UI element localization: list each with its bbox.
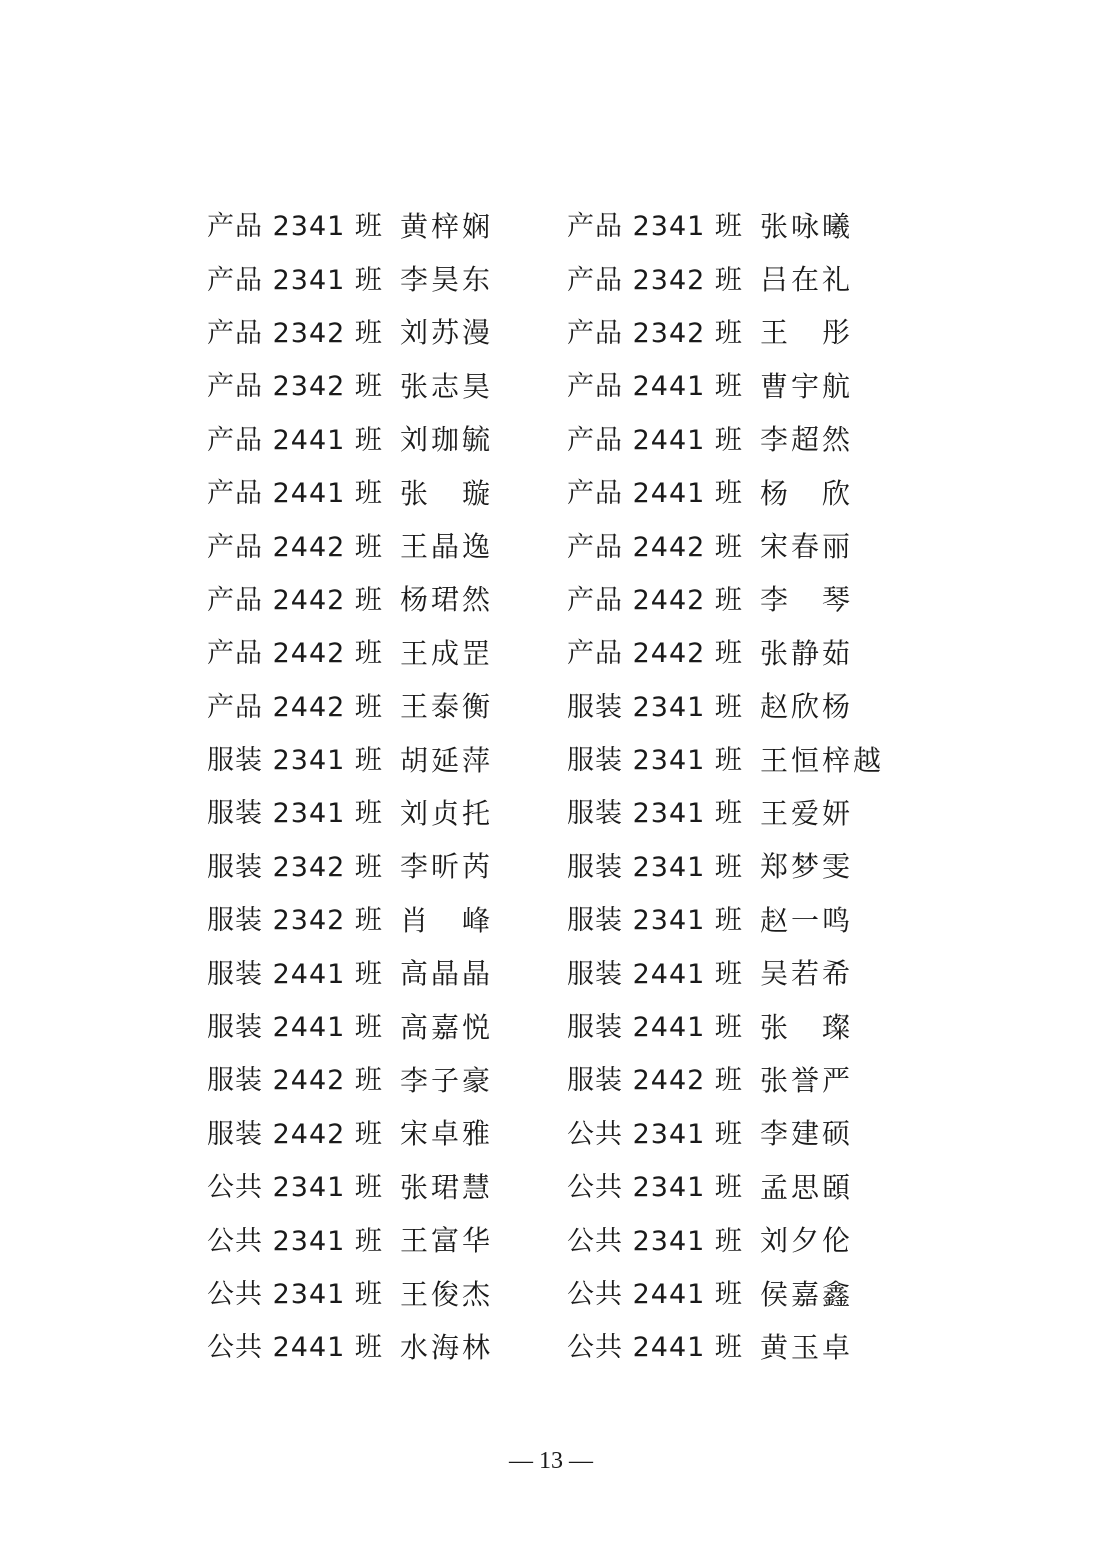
class-label: 服装 2342 班 <box>207 905 383 937</box>
page-number: — 13 — <box>509 1448 593 1474</box>
list-item <box>567 1330 927 1364</box>
list-row <box>207 520 927 573</box>
class-label: 服装 2341 班 <box>207 745 383 777</box>
student-name: 王富华 <box>400 1224 494 1258</box>
student-name: 曹宇航 <box>760 369 854 403</box>
class-label: 产品 2442 班 <box>207 584 383 616</box>
student-name: 王泰衡 <box>400 690 494 724</box>
class-label: 产品 2342 班 <box>207 371 383 403</box>
class-label: 产品 2441 班 <box>567 478 743 510</box>
student-name: 王恒梓越 <box>760 743 885 777</box>
list-item <box>207 1170 567 1204</box>
list-item <box>567 1063 927 1097</box>
student-name: 王爱妍 <box>760 796 854 830</box>
class-label: 产品 2442 班 <box>567 638 743 670</box>
student-name: 李建硕 <box>760 1117 854 1151</box>
list-row <box>207 1321 927 1374</box>
class-label: 产品 2342 班 <box>567 317 743 349</box>
list-row <box>207 467 927 520</box>
list-item <box>567 316 927 350</box>
list-item <box>207 209 567 243</box>
class-label: 公共 2341 班 <box>567 1172 743 1204</box>
list-row <box>207 574 927 627</box>
list-item <box>207 1224 567 1258</box>
list-row <box>207 414 927 467</box>
student-name: 李昕芮 <box>400 850 494 884</box>
student-name: 王 彤 <box>760 316 854 350</box>
class-label: 产品 2341 班 <box>567 211 743 243</box>
list-row <box>207 1214 927 1267</box>
student-name: 肖 峰 <box>400 903 494 937</box>
list-item <box>567 263 927 297</box>
list-item <box>567 209 927 243</box>
class-label: 公共 2341 班 <box>207 1172 383 1204</box>
student-name: 李昊东 <box>400 263 494 297</box>
student-name: 赵欣杨 <box>760 690 854 724</box>
student-name: 张咏曦 <box>760 209 854 243</box>
list-item <box>567 1277 927 1311</box>
class-label: 产品 2442 班 <box>567 531 743 563</box>
list-row <box>207 1108 927 1161</box>
list-row <box>207 734 927 787</box>
student-name: 吴若希 <box>760 957 854 991</box>
list-item <box>207 369 567 403</box>
student-name: 高嘉悦 <box>400 1010 494 1044</box>
list-item <box>207 1277 567 1311</box>
student-name: 黄梓娴 <box>400 209 494 243</box>
list-item <box>567 636 927 670</box>
class-label: 产品 2442 班 <box>207 691 383 723</box>
class-label: 产品 2342 班 <box>567 264 743 296</box>
class-label: 服装 2341 班 <box>567 905 743 937</box>
list-row <box>207 1268 927 1321</box>
class-label: 公共 2441 班 <box>207 1332 383 1364</box>
class-label: 服装 2342 班 <box>207 851 383 883</box>
class-label: 服装 2441 班 <box>567 1012 743 1044</box>
list-item <box>567 796 927 830</box>
list-item <box>207 636 567 670</box>
class-label: 服装 2442 班 <box>207 1118 383 1150</box>
class-label: 服装 2441 班 <box>207 958 383 990</box>
list-row <box>207 307 927 360</box>
class-label: 产品 2441 班 <box>567 424 743 456</box>
student-name: 高晶晶 <box>400 957 494 991</box>
student-name: 张志昊 <box>400 369 494 403</box>
list-item <box>567 850 927 884</box>
list-row <box>207 894 927 947</box>
class-label: 服装 2341 班 <box>567 851 743 883</box>
list-row <box>207 1161 927 1214</box>
student-name: 刘珈毓 <box>400 423 494 457</box>
list-row <box>207 253 927 306</box>
list-item <box>567 530 927 564</box>
list-item <box>567 743 927 777</box>
class-label: 公共 2341 班 <box>207 1279 383 1310</box>
list-row <box>207 947 927 1000</box>
list-item <box>207 530 567 564</box>
student-name: 刘苏漫 <box>400 316 494 350</box>
list-item <box>207 1063 567 1097</box>
class-label: 服装 2442 班 <box>207 1065 383 1097</box>
class-label: 公共 2441 班 <box>567 1332 743 1364</box>
list-item <box>207 583 567 617</box>
class-label: 服装 2341 班 <box>567 691 743 723</box>
class-label: 产品 2342 班 <box>207 317 383 349</box>
student-name: 张 璨 <box>760 1010 854 1044</box>
list-row <box>207 1001 927 1054</box>
class-label: 公共 2341 班 <box>207 1225 383 1257</box>
student-name: 刘夕伦 <box>760 1224 854 1258</box>
list-row <box>207 841 927 894</box>
student-name: 黄玉卓 <box>760 1330 854 1364</box>
list-item <box>567 423 927 457</box>
student-name: 张誉严 <box>760 1063 854 1097</box>
class-label: 产品 2341 班 <box>207 211 383 243</box>
list-item <box>567 476 927 510</box>
student-name: 张静茹 <box>760 636 854 670</box>
student-name: 王晶逸 <box>400 530 494 564</box>
list-row <box>207 1054 927 1107</box>
class-label: 产品 2441 班 <box>567 371 743 403</box>
student-name: 孟思頣 <box>760 1170 854 1204</box>
student-name: 李超然 <box>760 423 854 457</box>
class-label: 服装 2441 班 <box>567 958 743 990</box>
student-name: 吕在礼 <box>760 263 854 297</box>
student-name: 张 璇 <box>400 476 494 510</box>
list-item <box>567 1170 927 1204</box>
class-label: 产品 2442 班 <box>567 584 743 616</box>
student-name: 李子豪 <box>400 1063 494 1097</box>
list-item <box>207 850 567 884</box>
list-item <box>567 957 927 991</box>
student-name: 赵一鸣 <box>760 903 854 937</box>
class-label: 服装 2441 班 <box>207 1012 383 1044</box>
list-item <box>207 743 567 777</box>
student-name: 宋卓雅 <box>400 1117 494 1151</box>
list-item <box>207 423 567 457</box>
list-item <box>567 1224 927 1258</box>
class-label: 公共 2341 班 <box>567 1118 743 1150</box>
class-label: 公共 2341 班 <box>567 1225 743 1257</box>
list-item <box>567 1010 927 1044</box>
list-item <box>207 903 567 937</box>
list-item <box>207 1117 567 1151</box>
student-name: 李 琴 <box>760 583 854 617</box>
list-item <box>567 583 927 617</box>
list-row <box>207 681 927 734</box>
list-row <box>207 360 927 413</box>
student-name: 杨珺然 <box>400 583 494 617</box>
student-list <box>207 200 927 1375</box>
class-label: 产品 2341 班 <box>207 264 383 296</box>
class-label: 公共 2441 班 <box>567 1279 743 1310</box>
list-row <box>207 200 927 253</box>
class-label: 产品 2442 班 <box>207 638 383 670</box>
student-name: 胡延萍 <box>400 743 494 777</box>
list-item <box>207 476 567 510</box>
list-item <box>567 1117 927 1151</box>
list-item <box>207 1330 567 1364</box>
student-name: 水海林 <box>400 1330 494 1364</box>
list-item <box>207 263 567 297</box>
student-name: 刘贞托 <box>400 796 494 830</box>
list-item <box>567 369 927 403</box>
class-label: 产品 2441 班 <box>207 478 383 510</box>
class-label: 产品 2441 班 <box>207 424 383 456</box>
class-label: 产品 2442 班 <box>207 531 383 563</box>
student-name: 郑梦雯 <box>760 850 854 884</box>
student-name: 侯嘉鑫 <box>760 1277 854 1311</box>
student-name: 张珺慧 <box>400 1170 494 1204</box>
class-label: 服装 2341 班 <box>567 798 743 830</box>
list-item <box>207 316 567 350</box>
student-name: 王俊杰 <box>400 1277 494 1311</box>
list-item <box>207 1010 567 1044</box>
list-item <box>207 957 567 991</box>
list-item <box>567 903 927 937</box>
student-name: 宋春丽 <box>760 530 854 564</box>
list-item <box>567 690 927 724</box>
list-item <box>207 796 567 830</box>
class-label: 服装 2341 班 <box>207 798 383 830</box>
list-row <box>207 627 927 680</box>
list-row <box>207 787 927 840</box>
class-label: 服装 2341 班 <box>567 745 743 777</box>
list-item <box>207 690 567 724</box>
class-label: 服装 2442 班 <box>567 1065 743 1097</box>
student-name: 杨 欣 <box>760 476 854 510</box>
student-name: 王成罡 <box>400 636 494 670</box>
